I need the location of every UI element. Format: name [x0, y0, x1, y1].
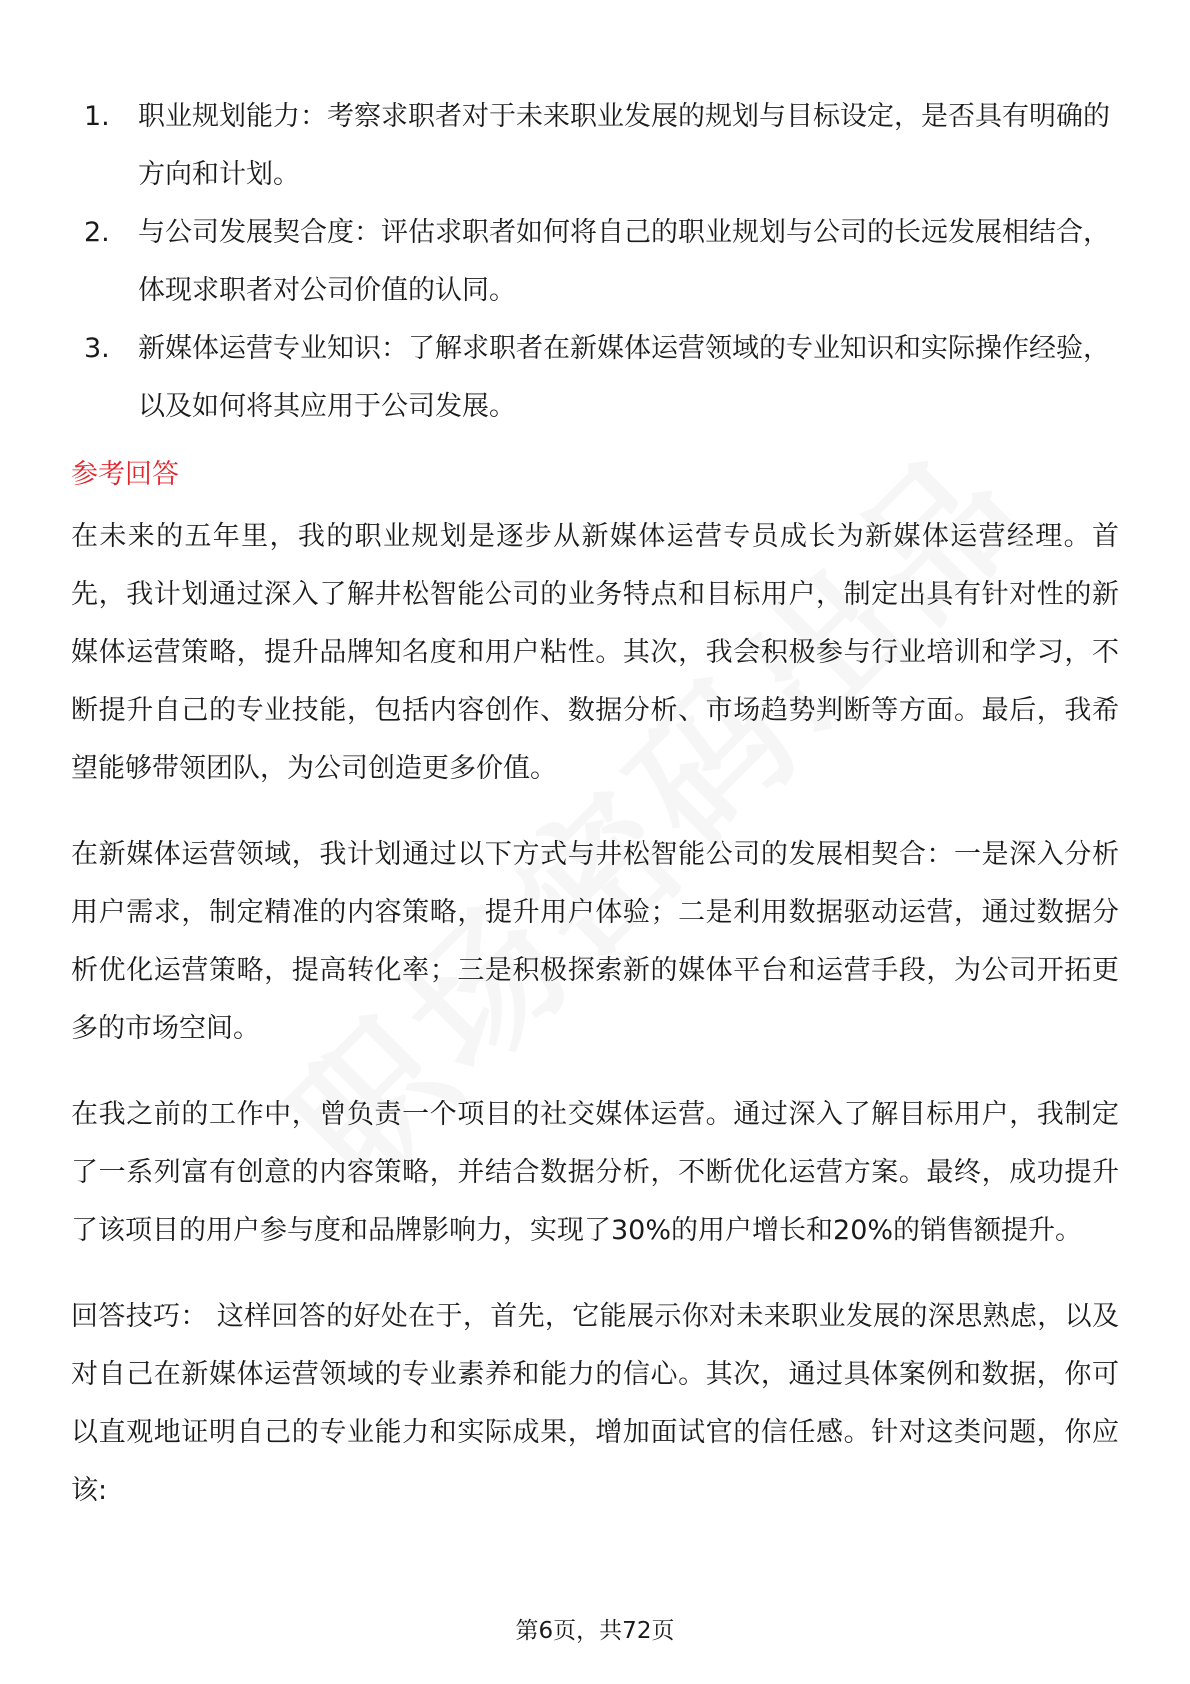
list-item	[71, 88, 1119, 204]
document-body	[71, 88, 1119, 1548]
paragraph: 在未来的五年里，我的职业规划是逐步从新媒体运营专员成长为新媒体运营经理。首先，我计划通过深入了解井松智能公司的业务特点和目标用户，制定出具有针对性的新媒体运营策略，提升品牌知名度和用户粘性。其次，我会积极参与行业培训和学习，不断提升自己的专业技能，包括内容创作、数据分析、市场趋势判断等方面。最后，我希望能够带领团队，为公司创造更多价值。	[71, 521, 1119, 784]
paragraph: 在新媒体运营领域，我计划通过以下方式与井松智能公司的发展相契合：一是深入分析用户需求，制定精准的内容策略，提升用户体验；二是利用数据驱动运营，通过数据分析优化运营策略，提高转化率；三是积极探索新的媒体平台和运营手段，为公司开拓更多的市场空间。	[71, 839, 1119, 1044]
paragraph: 在我之前的工作中，曾负责一个项目的社交媒体运营。通过深入了解目标用户，我制定了一系列富有创意的内容策略，并结合数据分析，不断优化运营方案。最终，成功提升了该项目的用户参与度和品牌影响力，实现了30%的用户增长和20%的销售额提升。	[71, 1099, 1119, 1246]
page-footer: 第6页，共72页	[515, 1618, 675, 1644]
criteria-list	[71, 88, 1119, 436]
list-number: 1.	[84, 101, 110, 132]
list-number: 3.	[84, 333, 110, 364]
section-heading: 参考回答	[71, 459, 179, 490]
list-text: 与公司发展契合度：评估求职者如何将自己的职业规划与公司的长远发展相结合，体现求职者对公司价值的认同。	[138, 217, 1110, 306]
paragraph: 回答技巧： 这样回答的好处在于，首先，它能展示你对未来职业发展的深思熟虑，以及对自己在新媒体运营领域的专业素养和能力的信心。其次，通过具体案例和数据，你可以直观地证明自己的专业能力和实际成果，增加面试官的信任感。针对这类问题，你应该:	[71, 1301, 1119, 1506]
list-text: 职业规划能力：考察求职者对于未来职业发展的规划与目标设定，是否具有明确的方向和计划。	[138, 101, 1110, 190]
list-item	[71, 320, 1119, 436]
list-item	[71, 204, 1119, 320]
list-text: 新媒体运营专业知识：了解求职者在新媒体运营领域的专业知识和实际操作经验，以及如何将其应用于公司发展。	[138, 333, 1110, 422]
list-number: 2.	[84, 217, 110, 248]
